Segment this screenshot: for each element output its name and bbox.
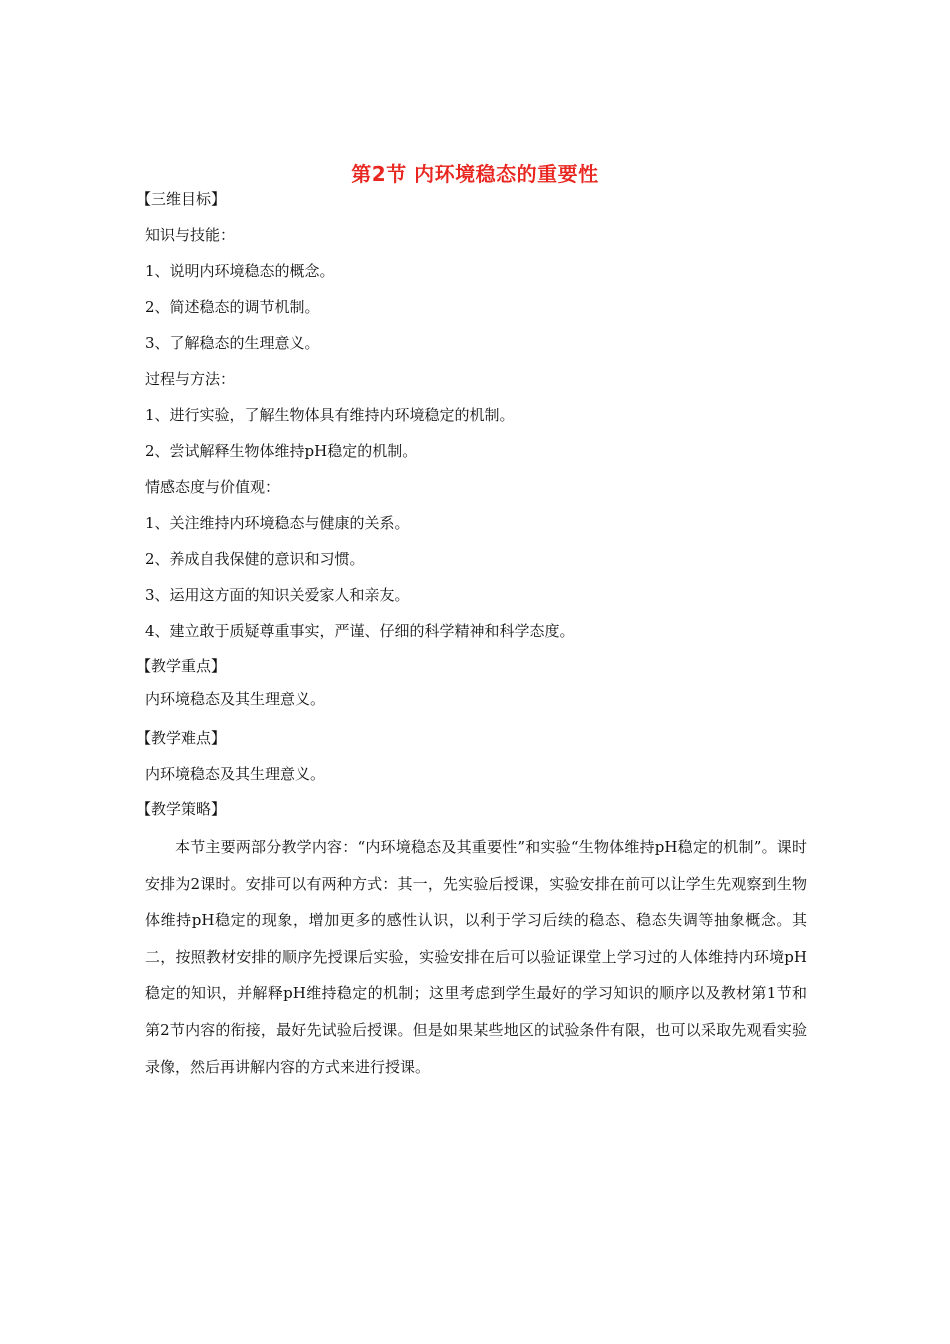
attitude-item-1: 1、关注维持内环境稳态与健康的关系。 <box>145 514 410 532</box>
strategy-paragraph: 本节主要两部分教学内容：“内环境稳态及其重要性”和实验“生物体维持pH稳定的机制”。课时安排为2课时。安排可以有两种方式：其一，先实验后授课，实验安排在前可以让学生先观察到生物体维持pH稳定的现象，增加更多的感性认识，以利于学习后续的稳态、稳态失调等抽象概念。其二，按照教材安排的顺序先授课后实验，实验安排在后可以验证课堂上学习过的人体维持内环境pH稳定的知识，并解释pH维持稳定的机制；这里考虑到学生最好的学习知识的顺序以及教材第1节和第2节内容的衔接，最好先试验后授课。但是如果某些地区的试验条件有限，也可以采取先观看实验录像，然后再讲解内容的方式来进行授课。 <box>145 838 807 1076</box>
attitude-heading: 情感态度与价值观： <box>145 478 281 496</box>
strategy-heading: 【教学策略】 <box>136 800 227 818</box>
difficulty-text: 内环境稳态及其生理意义。 <box>145 765 326 783</box>
process-item-2: 2、尝试解释生物体维持pH稳定的机制。 <box>145 442 418 460</box>
process-item-1: 1、进行实验，了解生物体具有维持内环境稳定的机制。 <box>145 406 515 424</box>
difficulty-heading: 【教学难点】 <box>136 729 227 747</box>
attitude-item-2: 2、养成自我保健的意识和习惯。 <box>145 550 365 568</box>
attitude-item-3: 3、运用这方面的知识关爱家人和亲友。 <box>145 586 410 604</box>
knowledge-item-2: 2、简述稳态的调节机制。 <box>145 298 320 316</box>
goals-heading: 【三维目标】 <box>136 190 227 208</box>
knowledge-item-3: 3、了解稳态的生理意义。 <box>145 334 320 352</box>
knowledge-item-1: 1、说明内环境稳态的概念。 <box>145 262 335 280</box>
page-title: 第2节 内环境稳态的重要性 <box>351 162 599 186</box>
key-point-heading: 【教学重点】 <box>136 657 227 675</box>
knowledge-heading: 知识与技能： <box>145 226 236 244</box>
process-heading: 过程与方法： <box>145 370 236 388</box>
key-point-text: 内环境稳态及其生理意义。 <box>145 690 326 708</box>
attitude-item-4: 4、建立敢于质疑尊重事实，严谨、仔细的科学精神和科学态度。 <box>145 622 575 640</box>
